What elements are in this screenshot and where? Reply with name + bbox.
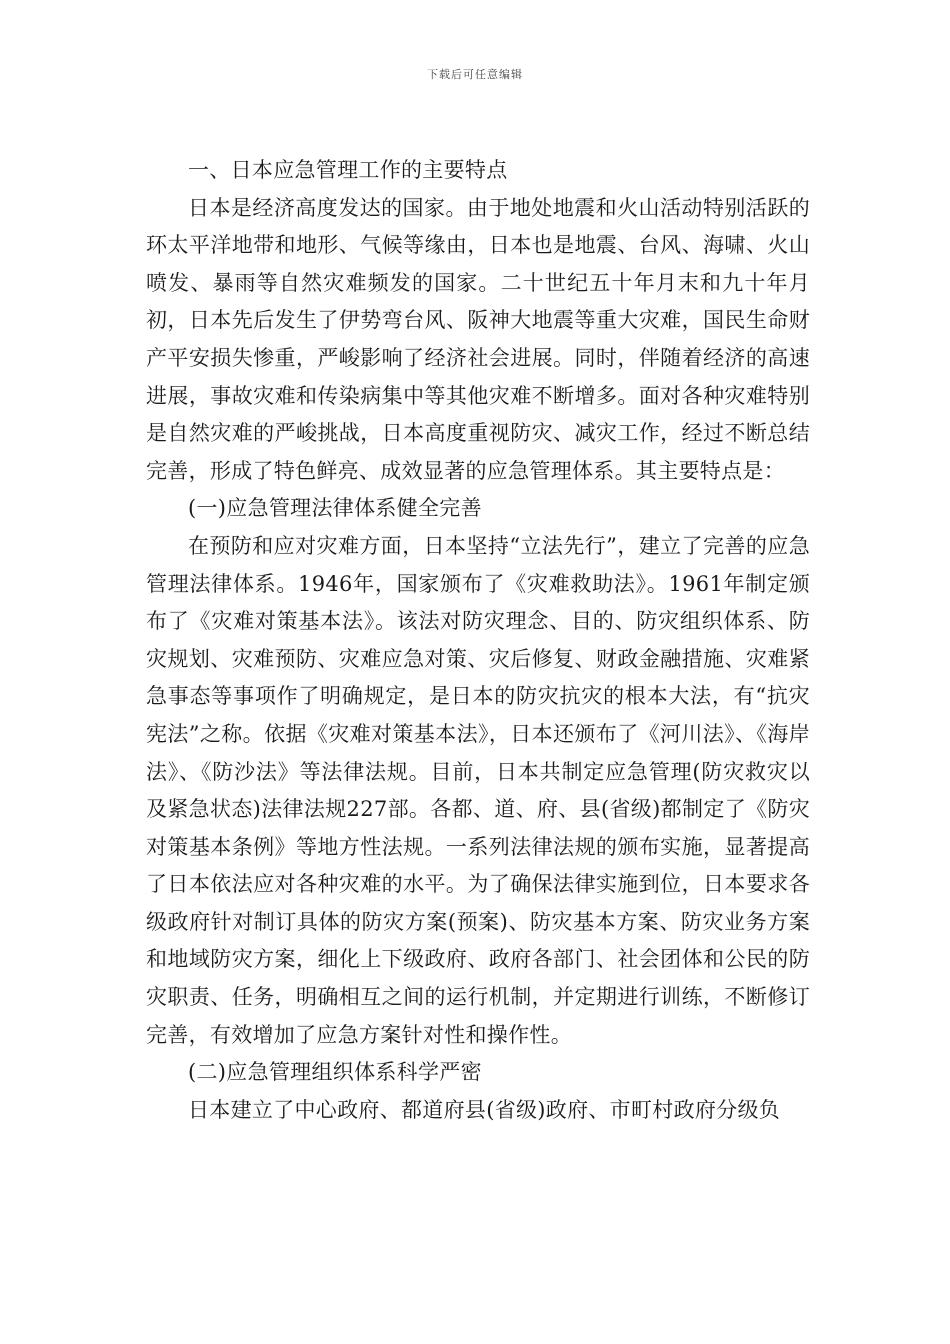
section-heading-1: 一、日本应急管理工作的主要特点 — [188, 158, 508, 182]
document-body — [146, 152, 810, 1129]
paragraph-legal-system: 在预防和应对灾难方面，日本坚持“立法先行”，建立了完善的应急管理法律体系。1946年，国家颁布了《灾难救助法》。1961年制定颁布了《灾难对策基本法》。该法对防灾理念、目的、防灾组织体系、防灾规划、灾难预防、灾难应急对策、灾后修复、财政金融措施、灾难紧急事态等事项作了明确规定，是日本的防灾抗灾的根本大法，有“抗灾宪法”之称。依据《灾难对策基本法》，日本还颁布了《河川法》、《海岸法》、《防沙法》等法律法规。目前，日本共制定应急管理(防灾救灾以及紧急状态)法律法规227部。各都、道、府、县(省级)都制定了《防灾对策基本条例》等地方性法规。一系列法律法规的颁布实施，显著提高了日本依法应对各种灾难的水平。为了确保法律实施到位，日本要求各级政府针对制订具体的防灾方案(预案)、防灾基本方案、防灾业务方案和地域防灾方案，细化上下级政府、政府各部门、社会团体和公民的防灾职责、任务，明确相互之间的运行机制，并定期进行训练，不断修订完善，有效增加了应急方案针对性和操作性。 — [146, 533, 810, 1047]
paragraph-intro: 日本是经济高度发达的国家。由于地处地震和火山活动特别活跃的环太平洋地带和地形、气候等缘由，日本也是地震、台风、海啸、火山喷发、暴雨等自然灾难频发的国家。二十世纪五十年月末和九十年月初，日本先后发生了伊势弯台风、阪神大地震等重大灾难，国民生命财产平安损失惨重，严峻影响了经济社会进展。同时，伴随着经济的高速进展，事故灾难和传染病集中等其他灾难不断增多。面对各种灾难特别是自然灾难的严峻挑战，日本高度重视防灾、减灾工作，经过不断总结完善，形成了特色鲜亮、成效显著的应急管理体系。其主要特点是： — [146, 195, 810, 483]
paragraph-organization: 日本建立了中心政府、都道府县(省级)政府、市町村政府分级负 — [188, 1097, 781, 1122]
subsection-heading-2: (二)应急管理组织体系科学严密 — [188, 1060, 482, 1085]
subsection-heading-1: (一)应急管理法律体系健全完善 — [188, 496, 482, 521]
page-header: 下载后可任意编辑 — [427, 68, 523, 81]
